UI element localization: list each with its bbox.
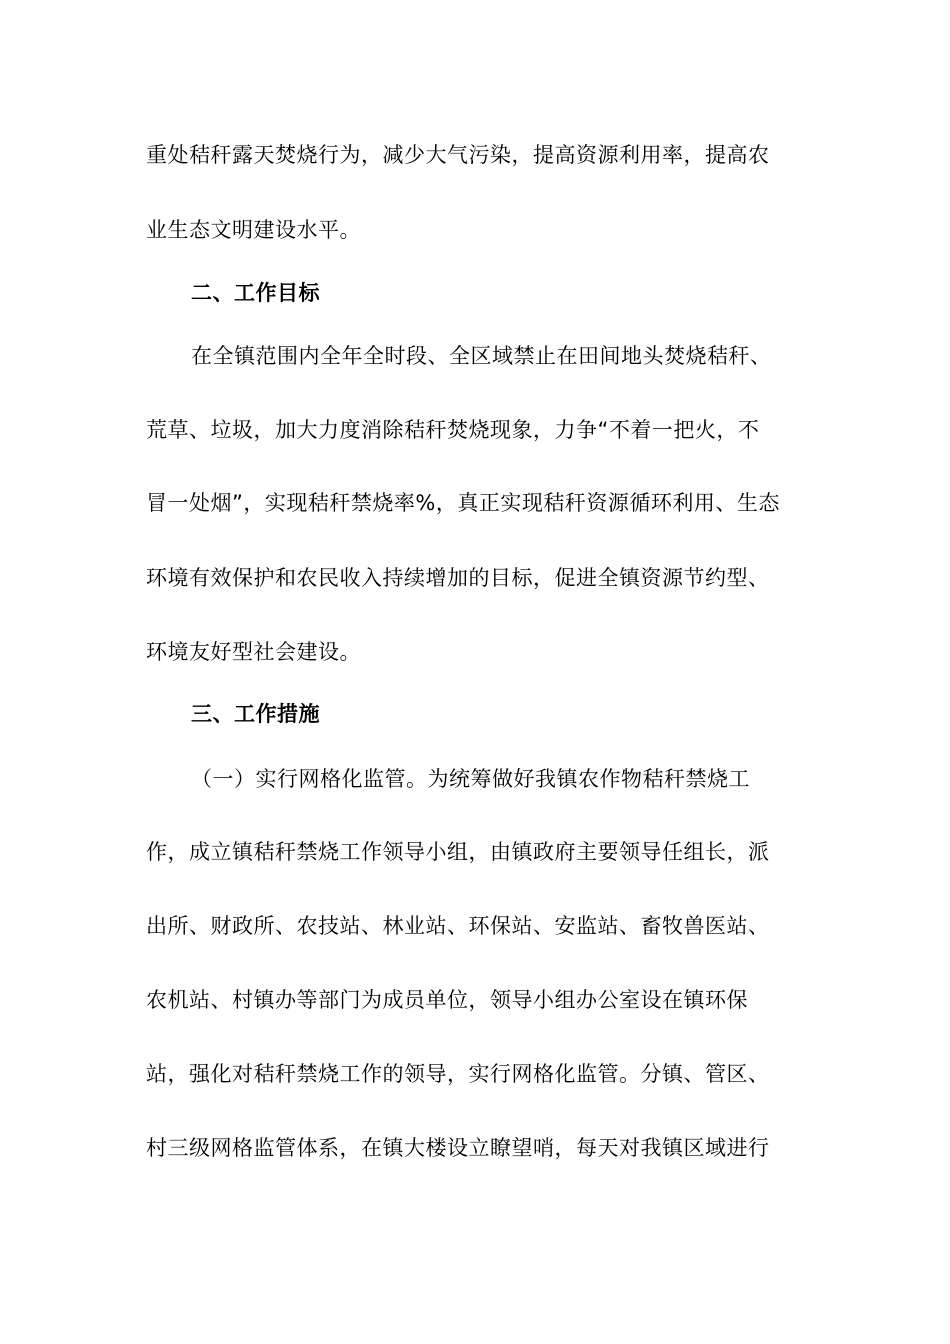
line-text: 在全镇范围内全年全时段、全区域禁止在田间地头焚烧秸秆、 (191, 344, 772, 368)
section-heading-text: 三、工作措施 (191, 702, 320, 726)
paragraph-line (0, 1128, 950, 1168)
paragraph-line (0, 1054, 950, 1094)
paragraph-line (0, 410, 950, 450)
line-text: 出所、财政所、农技站、林业站、环保站、安监站、畜牧兽医站、 (146, 914, 770, 938)
paragraph-line (0, 632, 950, 672)
line-text: 荒草、垃圾，加大力度消除秸秆焚烧现象，力争“不着一把火，不 (146, 418, 760, 442)
paragraph-line (0, 980, 950, 1020)
paragraph-line (0, 210, 950, 250)
paragraph-line (0, 336, 950, 376)
line-text: 冒一处烟”，实现秸秆禁烧率%，真正实现秸秆资源循环利用、生态 (146, 491, 780, 515)
line-text: （一）实行网格化监管。为统筹做好我镇农作物秸秆禁烧工 (191, 767, 750, 791)
paragraph-line (0, 135, 950, 175)
line-text: 重处秸秆露天焚烧行为，减少大气污染，提高资源利用率，提高农 (146, 143, 770, 167)
paragraph-line (0, 483, 950, 523)
paragraph-line (0, 832, 950, 872)
paragraph-line (0, 906, 950, 946)
paragraph-line (0, 759, 950, 799)
line-text: 站，强化对秸秆禁烧工作的领导，实行网格化监管。分镇、管区、 (146, 1062, 770, 1086)
line-text: 作，成立镇秸秆禁烧工作领导小组，由镇政府主要领导任组长，派 (146, 840, 770, 864)
line-text: 环境有效保护和农民收入持续增加的目标，促进全镇资源节约型、 (146, 566, 770, 590)
section-heading-text: 二、工作目标 (191, 281, 320, 305)
line-text: 环境友好型社会建设。 (146, 640, 361, 664)
line-text: 业生态文明建设水平。 (146, 218, 361, 242)
line-text: 农机站、村镇办等部门为成员单位，领导小组办公室设在镇环保 (146, 988, 748, 1012)
paragraph-line (0, 558, 950, 598)
line-text: 村三级网格监管体系，在镇大楼设立瞭望哨，每天对我镇区域进行 (146, 1136, 770, 1160)
section-heading (0, 694, 950, 734)
section-heading (0, 273, 950, 313)
